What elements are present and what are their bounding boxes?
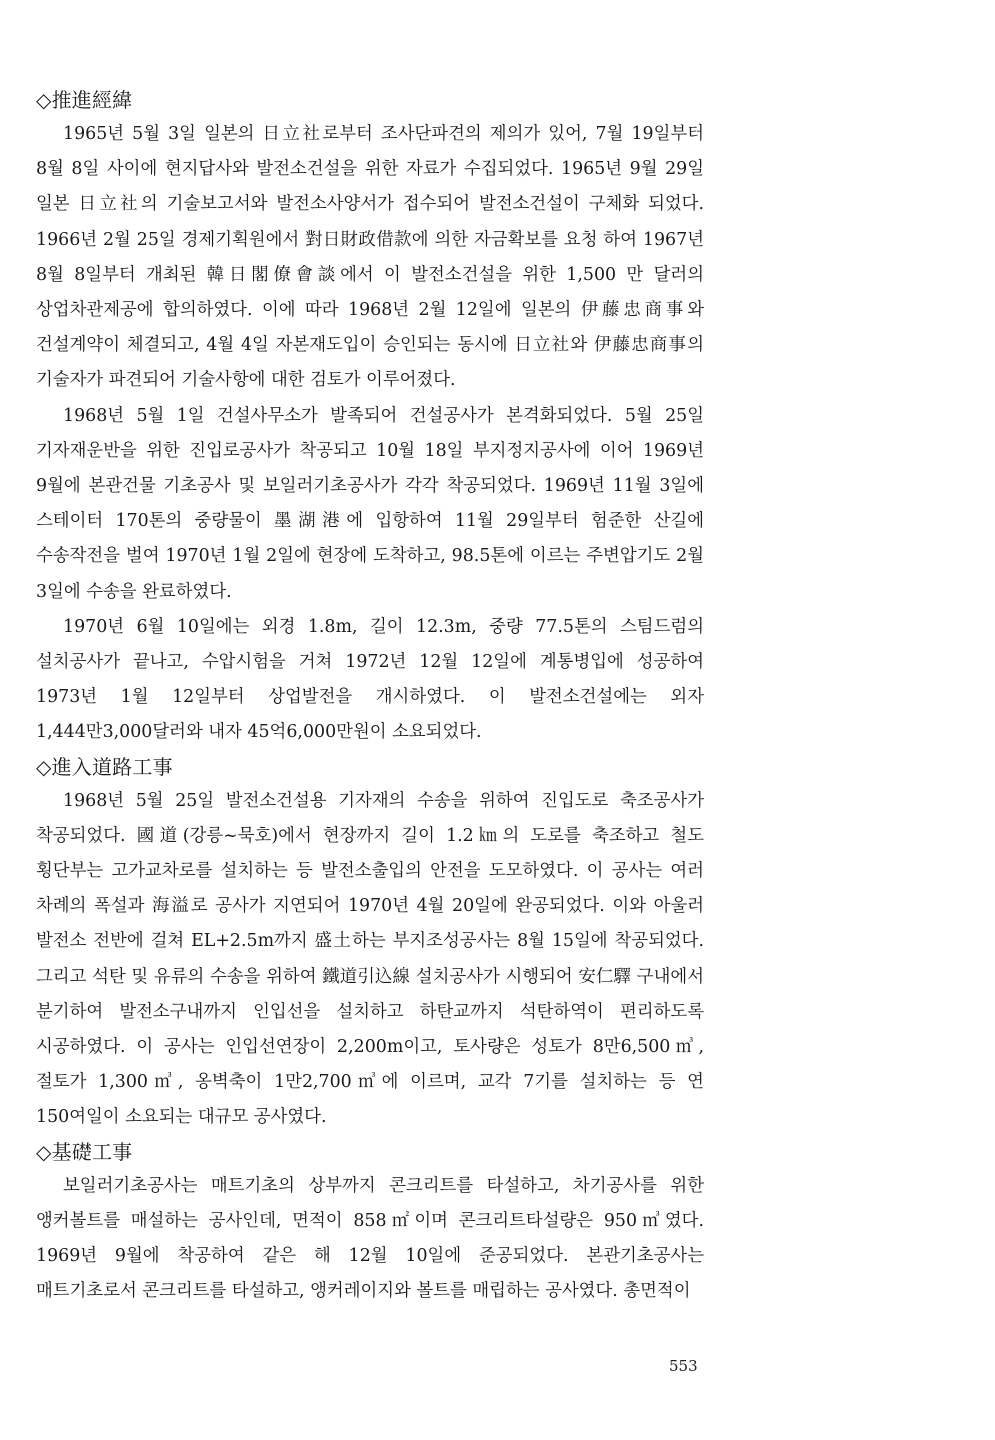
section-heading-access-road: ◇進入道路工事 — [36, 754, 173, 779]
paragraph-history-2: 1968년 5월 1일 건설사무소가 발족되어 건설공사가 본격화되었다. 5월 25일 기자재운반을 위한 진입로공사가 착공되고 10월 18일 부지정지공사에 이어 1969년 9월에 본관건물 기초공사 및 보일러기초공사가 각각 착공되었다. 1969년 11월 3일에 스테이터 170톤의 중량물이 墨湖港에 입항하여 11월 29일부터 험준한 산길에 수송작전을 벌여 1970년 1월 2일에 현장에 도착하고, 98.5톤에 이르는 주변압기도 2월 3일에 수송을 완료하였다. — [36, 405, 704, 602]
paragraph-foundation: 보일러기초공사는 매트기초의 상부까지 콘크리트를 타설하고, 차기공사를 위한 앵커볼트를 매설하는 공사인데, 면적이 858㎡이며 콘크리트타설량은 950㎥였다. 1969년 9월에 착공하여 같은 해 12월 10일에 준공되었다. 본관기초공사는 매트기초로서 콘크리트를 타설하고, 앵커레이지와 볼트를 매립하는 공사였다. 총면적이 — [36, 1175, 704, 1302]
paragraph-history-3: 1970년 6월 10일에는 외경 1.8m, 길이 12.3m, 중량 77.5톤의 스팀드럼의 설치공사가 끝나고, 수압시험을 거쳐 1972년 12월 12일에 계통병입에 성공하여 1973년 1월 12일부터 상업발전을 개시하였다. 이 발전소건설에는 외자 1,444만3,000달러와 내자 45억6,000만원이 소요되었다. — [36, 616, 704, 743]
section-heading-history: ◇推進經緯 — [36, 88, 133, 112]
paragraph-history-1: 1965년 5월 3일 일본의 日立社로부터 조사단파견의 제의가 있어, 7월 19일부터 8월 8일 사이에 현지답사와 발전소건설을 위한 자료가 수집되었다. 1965년 9월 29일 일본 日立社의 기술보고서와 발전소사양서가 접수되어 발전소건설이 구체화 되었다. 1966년 2월 25일 경제기획원에서 對日財政借款에 의한 자금확보를 요청 하여 1967년 8월 8일부터 개최된 韓日閣僚會談에서 이 발전소건설을 위한 1,500 만 달러의 상업차관제공에 합의하였다. 이에 따라 1968년 2월 12일에 일본의 伊藤忠商事와 건설계약이 체결되고, 4월 4일 자본재도입이 승인되는 동시에 日立社와 伊藤忠商事의 기술자가 파견되어 기술사항에 대한 검토가 이루어졌다. — [36, 124, 704, 391]
document-body — [36, 84, 704, 1310]
paragraph-access-road: 1968년 5월 25일 발전소건설용 기자재의 수송을 위하여 진입도로 축조공사가 착공되었다. 國道(강릉~묵호)에서 현장까지 길이 1.2㎞의 도로를 축조하고 철도 횡단부는 고가교차로를 설치하는 등 발전소출입의 안전을 도모하였다. 이 공사는 여러 차례의 폭설과 海溢로 공사가 지연되어 1970년 4월 20일에 완공되었다. 이와 아울러 발전소 전반에 걸쳐 EL+2.5m까지 盛土하는 부지조성공사는 8월 15일에 착공되었다. 그리고 석탄 및 유류의 수송을 위하여 鐵道引込線 설치공사가 시행되어 安仁驛 구내에서 분기하여 발전소구내까지 인입선을 설치하고 하탄교까지 석탄하역이 편리하도록 시공하였다. 이 공사는 인입선연장이 2,200m이고, 토사량은 성토가 8만6,500㎥, 절토가 1,300㎥, 옹벽축이 1만2,700㎥에 이르며, 교각 7기를 설치하는 등 연 150여일이 소요되는 대규모 공사였다. — [36, 790, 704, 1128]
page-number: 553 — [669, 1357, 698, 1375]
section-heading-foundation: ◇基礎工事 — [36, 1139, 133, 1164]
